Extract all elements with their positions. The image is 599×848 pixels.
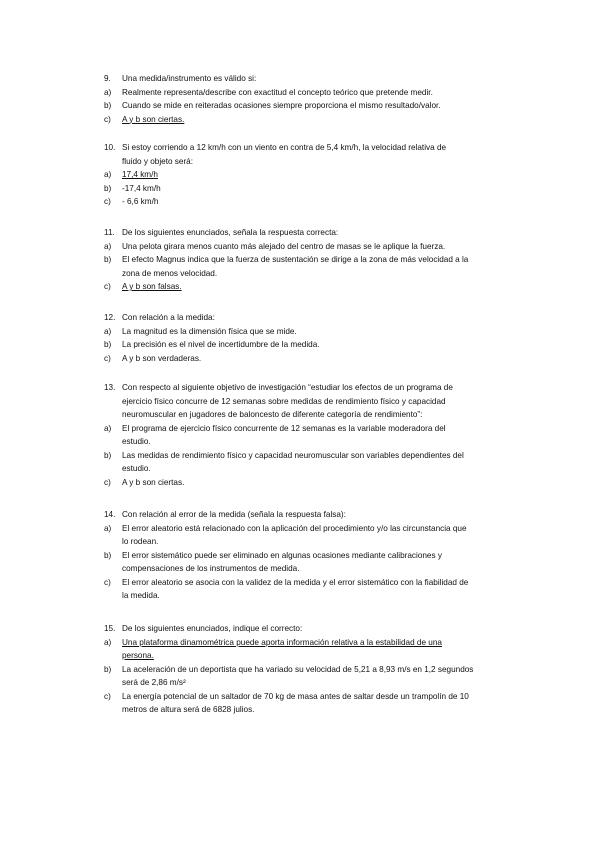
option-letter: c) (104, 477, 111, 487)
option-letter: c) (104, 577, 111, 587)
question-stem-text: Con relación a la medida: (122, 313, 215, 322)
option-text: la medida. (122, 591, 160, 600)
option-letter: a) (104, 326, 112, 336)
option-text: Realmente representa/describe con exactitud el concepto teórico que pretende medir. (122, 87, 433, 97)
option-text: El efecto Magnus indica que la fuerza de sustentación se dirige a la zona de más velocidad a la (122, 255, 469, 264)
option-text: compensaciones de los instrumentos de medida. (122, 564, 300, 573)
option-text: El error aleatorio está relacionado con la aplicación del procedimiento y/o las circunstancia que (122, 523, 467, 533)
option-text: A y b son ciertas. (122, 477, 185, 487)
option-letter: c) (104, 282, 111, 291)
option-text: A y b son falsas. (122, 282, 182, 291)
question-stem-text: Con relación al error de la medida (señala la respuesta falsa): (122, 510, 346, 519)
question-stem-text: neuromuscular en jugadores de baloncesto de diferente categoría de rendimiento”: (122, 410, 423, 419)
option-text: La precisión es el nivel de incertidumbre de la medida. (122, 340, 320, 349)
answer-option (104, 549, 524, 563)
question-number: 11. (104, 228, 115, 237)
answer-option (104, 422, 524, 436)
answer-option (104, 113, 524, 127)
answer-option (104, 636, 524, 650)
question-number: 10. (104, 143, 116, 152)
option-letter: c) (104, 691, 111, 701)
answer-option (104, 338, 524, 352)
option-letter: b) (104, 550, 112, 560)
question-stem-continuation (104, 408, 524, 422)
answer-option-continuation (104, 649, 524, 663)
answer-option (104, 663, 524, 677)
option-letter: a) (104, 523, 112, 533)
answer-option (104, 182, 524, 196)
option-letter: a) (104, 241, 112, 251)
question-stem-text: fluido y objeto será: (122, 156, 194, 166)
option-text: será de 2,86 m/s² (122, 678, 186, 687)
answer-option-continuation (104, 535, 524, 549)
answer-option-continuation (104, 435, 524, 449)
answer-option (104, 86, 524, 100)
option-letter: c) (104, 197, 111, 206)
answer-option-continuation (104, 589, 524, 603)
option-letter: b) (104, 255, 112, 264)
answer-option (104, 168, 524, 182)
answer-option (104, 476, 524, 490)
answer-option (104, 690, 524, 704)
question-15 (104, 622, 524, 717)
answer-option (104, 576, 524, 590)
option-text: lo rodean. (122, 537, 159, 546)
option-text: estudio. (122, 464, 151, 473)
option-text: estudio. (122, 437, 151, 446)
answer-option-continuation (104, 267, 524, 281)
option-text: Una plataforma dinamométrica puede aporta información relativa a la estabilidad de una (122, 637, 442, 647)
option-letter: a) (104, 87, 112, 97)
question-stem-text: ejercicio físico concurre de 12 semanas sobre medidas de rendimiento físico y capacidad (122, 396, 446, 406)
answer-option (104, 280, 524, 294)
question-stem-text: De los siguientes enunciados, señala la respuesta correcta: (122, 228, 339, 237)
option-text: A y b son verdaderas. (122, 353, 202, 363)
option-letter: b) (104, 183, 112, 193)
question-stem-continuation (104, 155, 524, 169)
question-stem-continuation (104, 395, 524, 409)
question-11 (104, 226, 524, 294)
question-stem (104, 226, 524, 240)
option-text: Una pelota girara menos cuanto más alejado del centro de masas se le aplique la fuerza. (122, 241, 446, 251)
option-text: El programa de ejercicio físico concurrente de 12 semanas es la variable moderadora del (122, 423, 446, 433)
question-stem (104, 622, 524, 636)
answer-option-continuation (104, 703, 524, 717)
answer-option (104, 240, 524, 254)
question-number: 14. (104, 510, 116, 519)
answer-option-continuation (104, 676, 524, 690)
question-number: 12. (104, 313, 116, 322)
question-9 (104, 72, 524, 126)
question-stem-text: Si estoy corriendo a 12 km/h con un viento en contra de 5,4 km/h, la velocidad relativa de (122, 143, 447, 152)
option-text: zona de menos velocidad. (122, 268, 218, 278)
answer-option-continuation (104, 562, 524, 576)
question-12 (104, 311, 524, 365)
option-letter: a) (104, 170, 112, 179)
option-letter: b) (104, 101, 112, 110)
option-text: La energía potencial de un saltador de 70 kg de masa antes de saltar desde un trampolín de 10 (122, 691, 469, 701)
option-text: Cuando se mide en reiteradas ocasiones siempre proporciona el mismo resultado/valor. (122, 101, 441, 110)
option-letter: a) (104, 637, 112, 647)
option-text: 17,4 km/h (122, 170, 158, 179)
option-letter: b) (104, 340, 112, 349)
question-stem (104, 311, 524, 325)
option-letter: c) (104, 353, 111, 363)
answer-option (104, 195, 524, 209)
question-14 (104, 508, 524, 603)
option-letter: c) (104, 114, 111, 124)
option-text: -17,4 km/h (122, 183, 161, 193)
option-text: metros de altura será de 6828 julios. (122, 705, 255, 714)
option-text: La aceleración de un deportista que ha variado su velocidad de 5,21 a 8,93 m/s en 1,2 segundos (122, 664, 474, 674)
question-stem-text: De los siguientes enunciados, indique el correcto: (122, 624, 303, 633)
answer-option (104, 522, 524, 536)
option-letter: b) (104, 450, 112, 460)
option-text: - 6,6 km/h (122, 197, 159, 206)
question-13 (104, 381, 524, 489)
option-text: El error aleatorio se asocia con la validez de la medida y el error sistemático con la fiabilidad de (122, 577, 469, 587)
question-stem-text: Una medida/instrumento es válido si: (122, 74, 257, 83)
answer-option (104, 352, 524, 366)
answer-option (104, 99, 524, 113)
question-stem (104, 72, 524, 86)
answer-option (104, 325, 524, 339)
question-stem (104, 141, 524, 155)
option-text: El error sistemático puede ser eliminado en algunas ocasiones mediante calibraciones y (122, 550, 442, 560)
question-number: 13. (104, 383, 116, 392)
answer-option (104, 449, 524, 463)
question-stem (104, 381, 524, 395)
question-number: 15. (104, 624, 116, 633)
option-text: persona. (122, 651, 154, 660)
question-10 (104, 141, 524, 209)
answer-option (104, 253, 524, 267)
option-text: Las medidas de rendimiento físico y capacidad neuromuscular son variables dependientes del (122, 450, 464, 460)
question-number: 9. (104, 74, 111, 83)
option-letter: b) (104, 664, 112, 674)
option-text: A y b son ciertas. (122, 114, 185, 124)
answer-option-continuation (104, 462, 524, 476)
question-stem-text: Con respecto al siguiente objetivo de investigación “estudiar los efectos de un programa de (122, 383, 453, 392)
question-stem (104, 508, 524, 522)
option-text: La magnitud es la dimensión física que se mide. (122, 326, 297, 336)
option-letter: a) (104, 423, 112, 433)
